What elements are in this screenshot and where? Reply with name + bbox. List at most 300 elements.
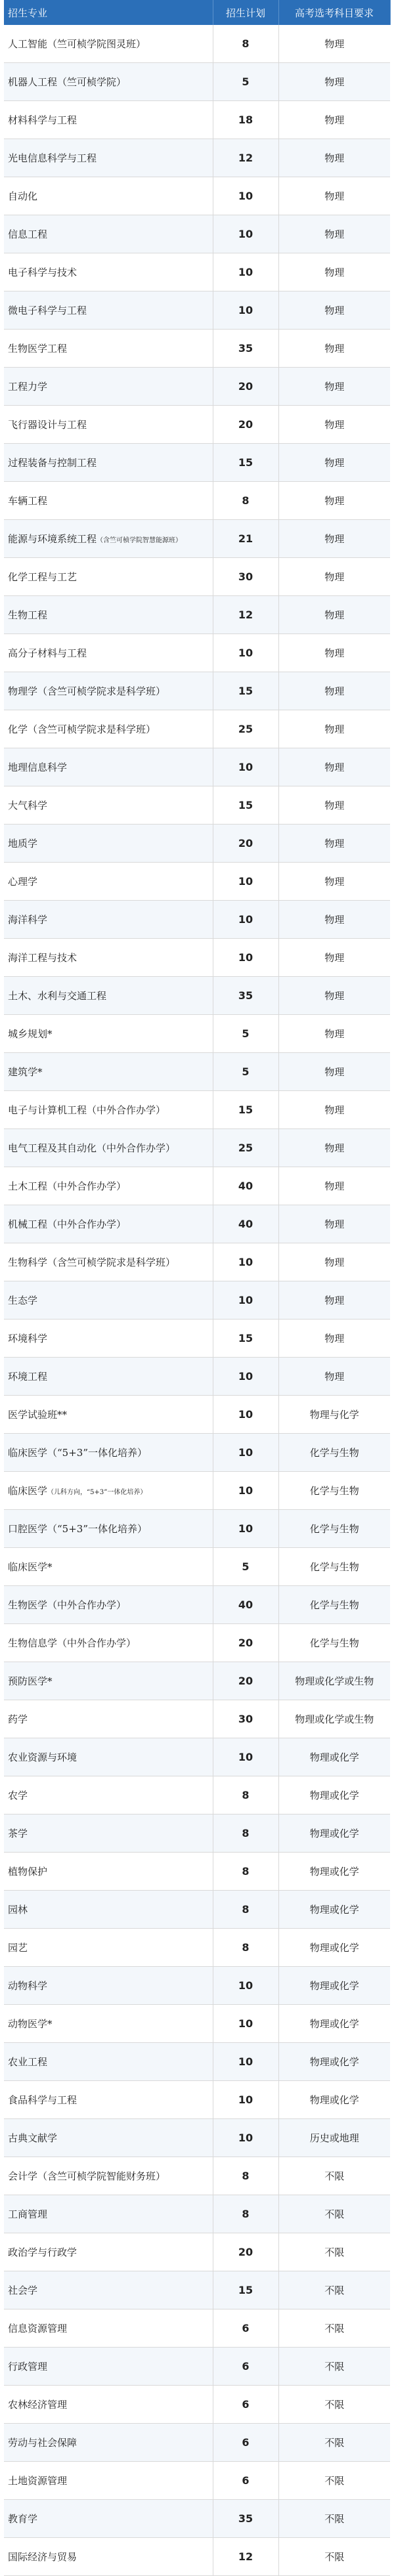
plan-count-cell: 8 [213, 2195, 278, 2233]
plan-count-cell: 12 [213, 139, 278, 177]
table-row [4, 1358, 390, 1396]
subject-requirement-cell: 物理 [278, 672, 390, 710]
table-row [4, 710, 390, 748]
major-cell [4, 25, 213, 63]
major-cell [4, 1396, 213, 1434]
major-note: （含竺可桢学院智慧能源班） [97, 537, 183, 544]
subject-requirement-cell: 不限 [278, 2462, 390, 2500]
subject-requirement-cell: 物理 [278, 520, 390, 558]
major-name: 机器人工程（竺可桢学院） [8, 76, 127, 88]
table-row [4, 977, 390, 1015]
plan-count-cell: 5 [213, 1015, 278, 1053]
major-cell [4, 1129, 213, 1167]
table-row [4, 25, 390, 63]
subject-requirement-cell: 物理或化学或生物 [278, 1700, 390, 1738]
plan-count-cell: 10 [213, 177, 278, 215]
subject-requirement-cell: 物理或化学 [278, 1853, 390, 1891]
major-name: 茶学 [8, 1828, 28, 1839]
major-name: 海洋工程与技术 [8, 952, 77, 964]
major-cell [4, 2500, 213, 2538]
subject-requirement-cell: 化学与生物 [278, 1586, 390, 1624]
table-row [4, 2195, 390, 2233]
table-row [4, 1243, 390, 1281]
plan-count-cell: 20 [213, 825, 278, 863]
table-row [4, 1548, 390, 1586]
table-row [4, 1396, 390, 1434]
table-row [4, 253, 390, 291]
plan-count-cell: 21 [213, 520, 278, 558]
table-row [4, 1205, 390, 1243]
major-name: 机械工程（中外合作办学） [8, 1218, 127, 1230]
table-row [4, 1624, 390, 1662]
major-name: 工商管理 [8, 2208, 48, 2220]
subject-requirement-cell: 物理或化学 [278, 2081, 390, 2119]
subject-requirement-cell: 不限 [278, 2309, 390, 2348]
subject-requirement-cell: 物理 [278, 1015, 390, 1053]
major-cell [4, 1624, 213, 1662]
plan-count-cell: 10 [213, 2005, 278, 2043]
table-row [4, 1814, 390, 1853]
subject-requirement-cell: 物理 [278, 825, 390, 863]
plan-count-cell: 6 [213, 2309, 278, 2348]
major-cell [4, 1738, 213, 1776]
subject-requirement-cell: 物理 [278, 634, 390, 672]
major-cell [4, 1243, 213, 1281]
major-cell [4, 1472, 213, 1510]
table-row [4, 1776, 390, 1814]
subject-requirement-cell: 物理 [278, 558, 390, 596]
major-name: 化学工程与工艺 [8, 571, 77, 583]
table-row [4, 1853, 390, 1891]
major-cell [4, 1434, 213, 1472]
major-name: 农业资源与环境 [8, 1751, 77, 1763]
table-row [4, 1167, 390, 1205]
plan-count-cell: 40 [213, 1205, 278, 1243]
subject-requirement-cell: 物理 [278, 863, 390, 901]
subject-requirement-cell: 不限 [278, 2195, 390, 2233]
major-cell [4, 2424, 213, 2462]
plan-count-cell: 10 [213, 291, 278, 330]
major-name: 电气工程及其自动化（中外合作办学） [8, 1142, 176, 1154]
subject-requirement-cell: 物理 [278, 368, 390, 406]
major-cell [4, 1510, 213, 1548]
major-cell [4, 786, 213, 825]
major-cell [4, 1320, 213, 1358]
major-name: 生物医学工程 [8, 343, 68, 354]
plan-count-cell: 8 [213, 482, 278, 520]
subject-requirement-cell: 物理 [278, 1091, 390, 1129]
major-name: 农学 [8, 1790, 28, 1801]
subject-requirement-cell: 物理或化学 [278, 1814, 390, 1853]
table-row [4, 786, 390, 825]
subject-requirement-cell: 物理或化学 [278, 1776, 390, 1814]
major-name: 口腔医学（“5+3”一体化培养） [8, 1523, 147, 1535]
table-row [4, 215, 390, 253]
major-name: 国际经济与贸易 [8, 2551, 77, 2563]
table-row [4, 1281, 390, 1320]
major-cell [4, 330, 213, 368]
header-requirement: 高考选考科目要求 [278, 0, 390, 25]
table-row [4, 2348, 390, 2386]
major-cell [4, 2462, 213, 2500]
table-row [4, 1091, 390, 1129]
header-major: 招生专业 [4, 0, 213, 25]
major-cell [4, 901, 213, 939]
table-row [4, 1662, 390, 1700]
subject-requirement-cell: 历史或地理 [278, 2119, 390, 2157]
plan-count-cell: 15 [213, 2271, 278, 2309]
plan-count-cell: 20 [213, 2233, 278, 2271]
table-row [4, 1929, 390, 1967]
major-cell [4, 1281, 213, 1320]
subject-requirement-cell: 物理 [278, 63, 390, 101]
major-name: 园艺 [8, 1942, 28, 1954]
plan-count-cell: 10 [213, 1434, 278, 1472]
major-name: 临床医学* [8, 1561, 53, 1573]
plan-count-cell: 10 [213, 1281, 278, 1320]
major-cell [4, 672, 213, 710]
major-name: 农业工程 [8, 2056, 48, 2068]
subject-requirement-cell: 不限 [278, 2500, 390, 2538]
table-row [4, 2081, 390, 2119]
major-cell [4, 1358, 213, 1396]
major-cell [4, 63, 213, 101]
table-row [4, 330, 390, 368]
major-cell [4, 520, 213, 558]
subject-requirement-cell: 物理 [278, 291, 390, 330]
subject-requirement-cell: 物理 [278, 1358, 390, 1396]
table-row [4, 1129, 390, 1167]
subject-requirement-cell: 物理 [278, 977, 390, 1015]
table-row [4, 520, 390, 558]
plan-count-cell: 25 [213, 710, 278, 748]
table-row [4, 139, 390, 177]
table-row [4, 825, 390, 863]
plan-count-cell: 10 [213, 2043, 278, 2081]
plan-count-cell: 35 [213, 977, 278, 1015]
subject-requirement-cell: 物理 [278, 1167, 390, 1205]
plan-count-cell: 18 [213, 101, 278, 139]
plan-count-cell: 8 [213, 1814, 278, 1853]
major-cell [4, 1548, 213, 1586]
plan-count-cell: 8 [213, 1891, 278, 1929]
table-row [4, 2005, 390, 2043]
major-name: 海洋科学 [8, 914, 48, 926]
plan-count-cell: 30 [213, 558, 278, 596]
subject-requirement-cell: 物理或化学 [278, 2043, 390, 2081]
major-cell [4, 2538, 213, 2576]
major-cell [4, 1015, 213, 1053]
major-name: 建筑学* [8, 1066, 43, 1078]
subject-requirement-cell: 不限 [278, 2386, 390, 2424]
subject-requirement-cell: 不限 [278, 2233, 390, 2271]
table-row [4, 1700, 390, 1738]
subject-requirement-cell: 物理 [278, 1320, 390, 1358]
major-cell [4, 1053, 213, 1091]
plan-count-cell: 6 [213, 2424, 278, 2462]
major-name: 动物科学 [8, 1980, 48, 1992]
table-row [4, 2462, 390, 2500]
subject-requirement-cell: 物理 [278, 482, 390, 520]
subject-requirement-cell: 物理 [278, 444, 390, 482]
major-name: 药学 [8, 1713, 28, 1725]
major-name: 材料科学与工程 [8, 114, 77, 126]
major-name: 飞行器设计与工程 [8, 419, 87, 431]
subject-requirement-cell: 物理或化学 [278, 2005, 390, 2043]
major-note: （儿科方向，“5+3”一体化培养） [47, 1489, 147, 1496]
table-row [4, 1434, 390, 1472]
plan-count-cell: 12 [213, 2538, 278, 2576]
major-name: 生物科学（含竺可桢学院求是科学班） [8, 1256, 176, 1268]
plan-count-cell: 10 [213, 1738, 278, 1776]
subject-requirement-cell: 物理 [278, 748, 390, 786]
major-name: 电子与计算机工程（中外合作办学） [8, 1104, 166, 1116]
major-cell [4, 1967, 213, 2005]
enrollment-plan-table [4, 0, 391, 2576]
major-name: 临床医学（“5+3”一体化培养） [8, 1447, 147, 1459]
table-row [4, 291, 390, 330]
subject-requirement-cell: 化学与生物 [278, 1510, 390, 1548]
major-name: 行政管理 [8, 2361, 48, 2372]
major-name: 农林经济管理 [8, 2399, 68, 2411]
plan-count-cell: 10 [213, 634, 278, 672]
major-cell [4, 634, 213, 672]
table-row [4, 748, 390, 786]
plan-count-cell: 35 [213, 2500, 278, 2538]
plan-count-cell: 20 [213, 406, 278, 444]
plan-count-cell: 10 [213, 939, 278, 977]
major-name: 劳动与社会保障 [8, 2437, 77, 2449]
subject-requirement-cell: 不限 [278, 2424, 390, 2462]
major-name: 动物医学* [8, 2018, 53, 2030]
table-row [4, 2424, 390, 2462]
major-cell [4, 2271, 213, 2309]
major-cell [4, 482, 213, 520]
plan-count-cell: 10 [213, 863, 278, 901]
table-row [4, 1472, 390, 1510]
header-row [4, 0, 390, 25]
major-name: 食品科学与工程 [8, 2094, 77, 2106]
table-row [4, 1891, 390, 1929]
subject-requirement-cell: 不限 [278, 2271, 390, 2309]
major-cell [4, 748, 213, 786]
subject-requirement-cell: 化学与生物 [278, 1434, 390, 1472]
subject-requirement-cell: 物理 [278, 1129, 390, 1167]
plan-count-cell: 8 [213, 1929, 278, 1967]
plan-count-cell: 20 [213, 1624, 278, 1662]
table-row [4, 2309, 390, 2348]
major-name: 电子科学与技术 [8, 267, 77, 278]
plan-count-cell: 10 [213, 1243, 278, 1281]
major-cell [4, 1586, 213, 1624]
major-name: 过程装备与控制工程 [8, 457, 97, 469]
table-row [4, 2386, 390, 2424]
plan-count-cell: 40 [213, 1167, 278, 1205]
major-cell [4, 2348, 213, 2386]
subject-requirement-cell: 物理与化学 [278, 1396, 390, 1434]
subject-requirement-cell: 物理 [278, 101, 390, 139]
major-name: 园林 [8, 1904, 28, 1916]
table-row [4, 634, 390, 672]
subject-requirement-cell: 不限 [278, 2157, 390, 2195]
major-name: 车辆工程 [8, 495, 48, 507]
plan-count-cell: 15 [213, 1320, 278, 1358]
table-row [4, 101, 390, 139]
plan-count-cell: 40 [213, 1586, 278, 1624]
subject-requirement-cell: 物理 [278, 25, 390, 63]
subject-requirement-cell: 物理 [278, 1243, 390, 1281]
major-name: 土木工程（中外合作办学） [8, 1180, 127, 1192]
table-row [4, 2500, 390, 2538]
table-row [4, 482, 390, 520]
subject-requirement-cell: 物理或化学或生物 [278, 1662, 390, 1700]
major-name: 信息工程 [8, 228, 48, 240]
major-cell [4, 1091, 213, 1129]
plan-count-cell: 25 [213, 1129, 278, 1167]
major-cell [4, 2157, 213, 2195]
subject-requirement-cell: 不限 [278, 2538, 390, 2576]
plan-count-cell: 30 [213, 1700, 278, 1738]
major-cell [4, 406, 213, 444]
subject-requirement-cell: 物理或化学 [278, 1891, 390, 1929]
major-name: 城乡规划* [8, 1028, 53, 1040]
major-name: 会计学（含竺可桢学院智能财务班） [8, 2170, 166, 2182]
major-name: 物理学（含竺可桢学院求是科学班） [8, 685, 166, 697]
table-row [4, 2233, 390, 2271]
major-cell [4, 1205, 213, 1243]
table-body [4, 25, 390, 2576]
table-row [4, 1967, 390, 2005]
major-name: 植物保护 [8, 1866, 48, 1878]
major-cell [4, 2233, 213, 2271]
plan-count-cell: 35 [213, 330, 278, 368]
major-cell [4, 977, 213, 1015]
plan-count-cell: 10 [213, 1396, 278, 1434]
plan-count-cell: 15 [213, 672, 278, 710]
table-row [4, 596, 390, 634]
plan-count-cell: 10 [213, 215, 278, 253]
plan-count-cell: 10 [213, 2119, 278, 2157]
subject-requirement-cell: 物理 [278, 939, 390, 977]
major-name: 地理信息科学 [8, 762, 68, 773]
table-row [4, 1053, 390, 1091]
major-name: 能源与环境系统工程 [8, 533, 97, 545]
major-cell [4, 863, 213, 901]
plan-count-cell: 6 [213, 2386, 278, 2424]
subject-requirement-cell: 物理 [278, 253, 390, 291]
subject-requirement-cell: 物理 [278, 710, 390, 748]
major-cell [4, 2081, 213, 2119]
table-row [4, 444, 390, 482]
major-name: 信息资源管理 [8, 2323, 68, 2334]
major-cell [4, 1776, 213, 1814]
subject-requirement-cell: 物理 [278, 177, 390, 215]
major-cell [4, 2309, 213, 2348]
plan-count-cell: 8 [213, 2157, 278, 2195]
plan-count-cell: 5 [213, 63, 278, 101]
plan-count-cell: 10 [213, 1472, 278, 1510]
subject-requirement-cell: 物理或化学 [278, 1929, 390, 1967]
major-cell [4, 1167, 213, 1205]
major-cell [4, 825, 213, 863]
major-name: 政治学与行政学 [8, 2246, 77, 2258]
plan-count-cell: 12 [213, 596, 278, 634]
subject-requirement-cell: 物理 [278, 406, 390, 444]
major-name: 工程力学 [8, 381, 48, 393]
major-cell [4, 1662, 213, 1700]
table-row [4, 2119, 390, 2157]
subject-requirement-cell: 物理或化学 [278, 1738, 390, 1776]
major-cell [4, 710, 213, 748]
major-name: 古典文献学 [8, 2132, 58, 2144]
subject-requirement-cell: 化学与生物 [278, 1472, 390, 1510]
major-name: 微电子科学与工程 [8, 305, 87, 316]
table-row [4, 2271, 390, 2309]
major-name: 社会学 [8, 2285, 38, 2296]
plan-count-cell: 15 [213, 786, 278, 825]
subject-requirement-cell: 物理 [278, 139, 390, 177]
major-name: 环境科学 [8, 1333, 48, 1344]
plan-count-cell: 5 [213, 1548, 278, 1586]
table-row [4, 368, 390, 406]
plan-count-cell: 10 [213, 2081, 278, 2119]
major-cell [4, 558, 213, 596]
major-cell [4, 139, 213, 177]
subject-requirement-cell: 物理或化学 [278, 1967, 390, 2005]
plan-count-cell: 8 [213, 1853, 278, 1891]
major-name: 人工智能（竺可桢学院图灵班） [8, 38, 146, 50]
subject-requirement-cell: 化学与生物 [278, 1548, 390, 1586]
subject-requirement-cell: 化学与生物 [278, 1624, 390, 1662]
plan-count-cell: 10 [213, 1358, 278, 1396]
table-row [4, 63, 390, 101]
major-name: 自动化 [8, 190, 38, 202]
major-name: 化学（含竺可桢学院求是科学班） [8, 723, 156, 735]
major-name: 光电信息科学与工程 [8, 152, 97, 164]
table-row [4, 1015, 390, 1053]
subject-requirement-cell: 物理 [278, 1053, 390, 1091]
plan-count-cell: 20 [213, 1662, 278, 1700]
table-row [4, 1738, 390, 1776]
plan-count-cell: 10 [213, 253, 278, 291]
plan-count-cell: 6 [213, 2462, 278, 2500]
enrollment-table-container [4, 0, 390, 2576]
subject-requirement-cell: 不限 [278, 2348, 390, 2386]
major-name: 生物医学（中外合作办学） [8, 1599, 127, 1611]
major-name: 生物信息学（中外合作办学） [8, 1637, 137, 1649]
major-name: 高分子材料与工程 [8, 647, 87, 659]
major-cell [4, 2386, 213, 2424]
table-row [4, 2157, 390, 2195]
major-cell [4, 2195, 213, 2233]
table-header [4, 0, 390, 25]
table-row [4, 2043, 390, 2081]
major-cell [4, 101, 213, 139]
table-row [4, 406, 390, 444]
major-name: 教育学 [8, 2513, 38, 2525]
major-cell [4, 2119, 213, 2157]
table-row [4, 558, 390, 596]
plan-count-cell: 10 [213, 748, 278, 786]
major-cell [4, 1814, 213, 1853]
major-cell [4, 291, 213, 330]
table-row [4, 863, 390, 901]
major-cell [4, 2043, 213, 2081]
major-cell [4, 1929, 213, 1967]
table-row [4, 1320, 390, 1358]
table-row [4, 901, 390, 939]
subject-requirement-cell: 物理 [278, 596, 390, 634]
